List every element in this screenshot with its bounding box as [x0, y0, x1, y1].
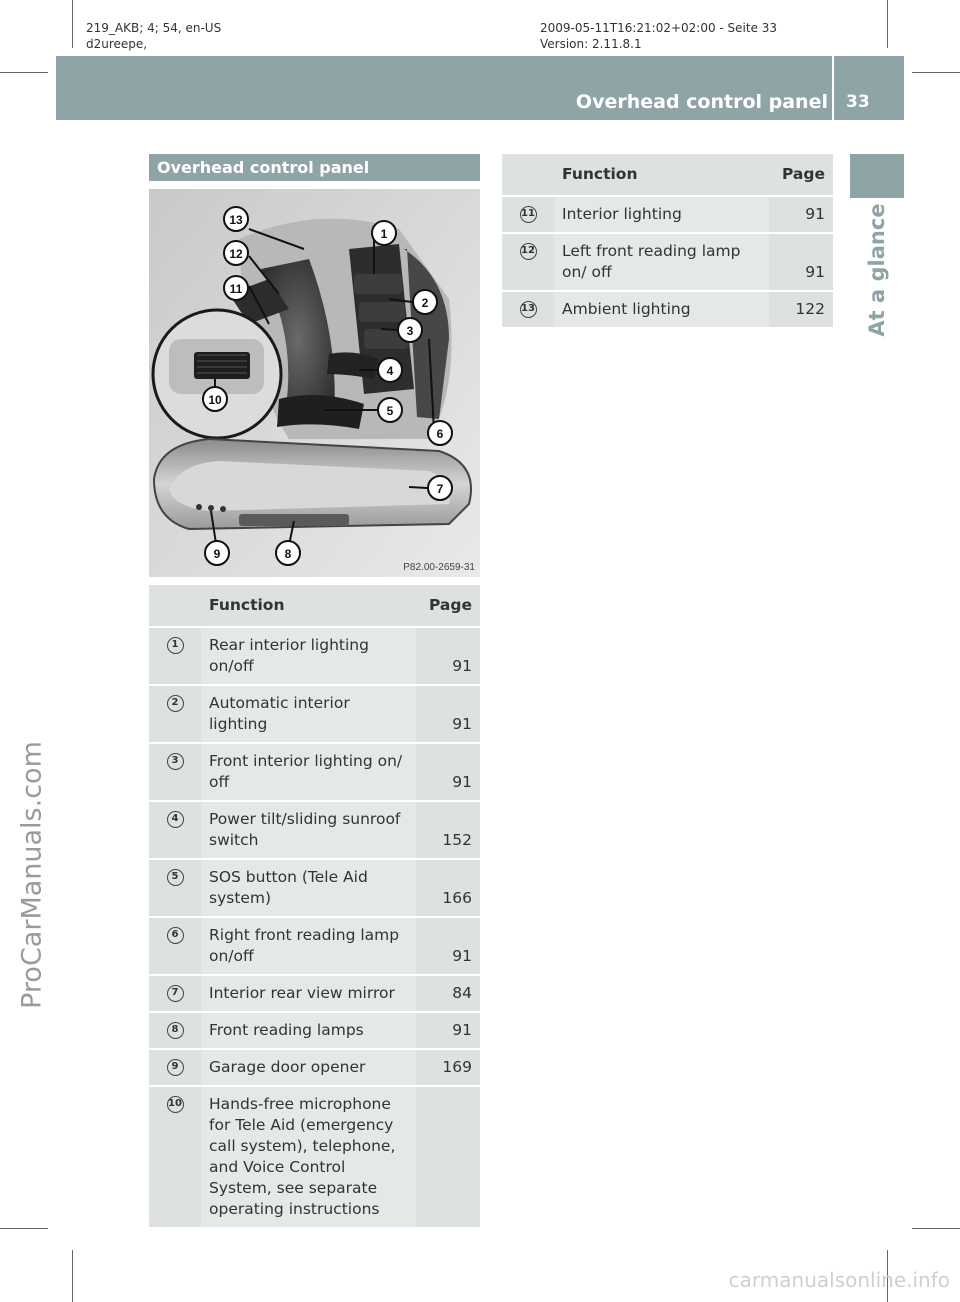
header-page: Page	[769, 154, 833, 197]
function-text: Rear interior lighting on/off	[201, 628, 416, 686]
callout-number: 11	[520, 206, 537, 223]
function-text: Front reading lamps	[201, 1013, 416, 1050]
watermark	[0, 480, 60, 1280]
callout-number: 4	[167, 811, 184, 828]
page-ref: 91	[416, 1013, 480, 1050]
callout-number: 5	[167, 869, 184, 886]
watermark-text: ProCarManuals.com	[16, 741, 48, 1009]
table-row	[149, 1050, 480, 1087]
table-row	[149, 802, 480, 860]
svg-text:12: 12	[229, 247, 243, 261]
table-row	[502, 234, 833, 292]
svg-text:4: 4	[386, 364, 394, 378]
page-ref: 91	[416, 628, 480, 686]
svg-text:3: 3	[406, 324, 414, 338]
table-row	[149, 918, 480, 976]
header-function: Function	[554, 154, 769, 197]
callout-number: 13	[520, 301, 537, 318]
section-heading: Overhead control panel	[149, 154, 480, 181]
side-tab	[850, 154, 904, 198]
function-table-left	[149, 585, 480, 1229]
function-text: Garage door opener	[201, 1050, 416, 1087]
callout-number: 9	[167, 1059, 184, 1076]
callout-number: 6	[167, 927, 184, 944]
crop-mark	[887, 0, 888, 48]
side-label-text: At a glance	[865, 203, 889, 337]
crop-mark	[72, 1250, 73, 1302]
page-ref: 91	[416, 918, 480, 976]
callout-number: 10	[167, 1096, 184, 1113]
callout-number: 12	[520, 243, 537, 260]
svg-text:1: 1	[380, 227, 388, 241]
table-row	[502, 197, 833, 234]
table-header-row	[502, 154, 833, 197]
header-num-cell	[502, 154, 554, 197]
print-meta-left	[86, 20, 221, 52]
table-row	[149, 628, 480, 686]
crop-mark	[72, 0, 73, 48]
svg-text:8: 8	[284, 547, 292, 561]
page-ref: 152	[416, 802, 480, 860]
table-row	[149, 686, 480, 744]
function-text: Interior lighting	[554, 197, 769, 234]
page-ref: 84	[416, 976, 480, 1013]
crop-mark	[912, 72, 960, 73]
side-label	[850, 205, 904, 335]
table-row	[502, 292, 833, 329]
svg-text:9: 9	[213, 547, 221, 561]
overhead-panel-illustration	[149, 189, 480, 577]
page-title: Overhead control panel	[575, 91, 828, 113]
function-text: Interior rear view mirror	[201, 976, 416, 1013]
svg-text:11: 11	[229, 282, 243, 296]
svg-text:13: 13	[229, 213, 243, 227]
header-num-cell	[149, 585, 201, 628]
page-ref: 91	[769, 197, 833, 234]
figure-code: P82.00-2659-31	[403, 562, 475, 573]
table-row	[149, 1013, 480, 1050]
svg-text:7: 7	[436, 482, 444, 496]
function-text: Front interior lighting on/ off	[201, 744, 416, 802]
function-text: Power tilt/sliding sunroof switch	[201, 802, 416, 860]
page-ref: 91	[416, 686, 480, 744]
svg-text:5: 5	[386, 404, 394, 418]
page-ref: 169	[416, 1050, 480, 1087]
footer-watermark: carmanualsonline.info	[728, 1268, 950, 1292]
function-text: Automatic interior lighting	[201, 686, 416, 744]
callout-number: 7	[167, 985, 184, 1002]
page-ref: 91	[416, 744, 480, 802]
page-ref	[416, 1087, 480, 1229]
header-function: Function	[201, 585, 416, 628]
function-text: Right front reading lamp on/off	[201, 918, 416, 976]
table-row	[149, 860, 480, 918]
function-text: Hands-free microphone for Tele Aid (emergency call system), telephone, and Voice Control System, see separate operating instructions	[201, 1087, 416, 1229]
table-row	[149, 1087, 480, 1229]
function-text: Left front reading lamp on/ off	[554, 234, 769, 292]
print-meta-line: Version: 2.11.8.1	[540, 37, 642, 51]
table-row	[149, 744, 480, 802]
svg-text:6: 6	[436, 427, 444, 441]
crop-mark	[912, 1228, 960, 1229]
function-table-right	[502, 154, 833, 329]
page-number: 33	[846, 92, 870, 112]
callout-number: 3	[167, 753, 184, 770]
page-ref: 122	[769, 292, 833, 329]
svg-text:2: 2	[421, 296, 429, 310]
function-text: SOS button (Tele Aid system)	[201, 860, 416, 918]
callout-number: 2	[167, 695, 184, 712]
header-divider	[832, 56, 834, 120]
page-ref: 91	[769, 234, 833, 292]
print-meta-line: 2009-05-11T16:21:02+02:00 - Seite 33	[540, 21, 778, 35]
svg-text:10: 10	[208, 393, 222, 407]
function-text: Ambient lighting	[554, 292, 769, 329]
table-row	[149, 976, 480, 1013]
crop-mark	[0, 72, 48, 73]
print-meta-right	[540, 20, 777, 52]
callout-number: 8	[167, 1022, 184, 1039]
page-ref: 166	[416, 860, 480, 918]
overhead-panel-figure	[149, 189, 480, 577]
print-meta-line: d2ureepe,	[86, 37, 148, 51]
print-meta-line: 219_AKB; 4; 54, en-US	[86, 21, 222, 35]
header-page: Page	[416, 585, 480, 628]
table-header-row	[149, 585, 480, 628]
callout-number: 1	[167, 637, 184, 654]
